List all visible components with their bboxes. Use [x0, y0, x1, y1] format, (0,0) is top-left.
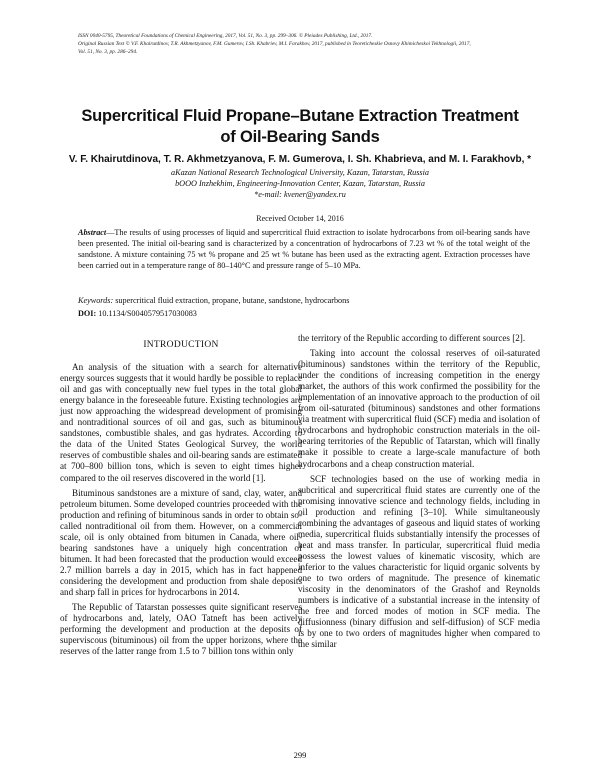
author-list: V. F. Khairutdinova, T. R. Akhmetzyanova, F. M. Gumerova, I. Sh. Khabrieva, and M. I. Farakhovb, *: [68, 154, 532, 165]
affiliation-a: aKazan National Research Technological University, Kazan, Tatarstan, Russia: [171, 168, 429, 177]
section-title: INTRODUCTION: [143, 340, 219, 350]
received-date: Received October 14, 2016: [256, 214, 344, 223]
header-line-3: Vol. 51, No. 3, pp. 286–294.: [78, 49, 138, 55]
keywords-text: supercritical fluid extraction, propane, butane, sandstone, hydrocarbons: [115, 296, 350, 305]
doi-value: 10.1134/S0040579517030083: [98, 309, 197, 318]
left-column: [60, 340, 302, 661]
title-line-2: of Oil-Bearing Sands: [220, 128, 380, 146]
abstract-label: Abstract: [78, 228, 107, 237]
keywords-label: Keywords:: [78, 296, 114, 305]
article-title: [60, 106, 540, 148]
contact-email: *e-mail: kvener@yandex.ru: [254, 190, 346, 199]
paragraph: Taking into account the colossal reserves of oil-saturated (bituminous) sandstones within the territory of the Republic, under the conditions of increasing competition in the energy market, the authors of this work confirmed the possibility for the implementation of an innovative approach to the production of oil from oil-saturated (bituminous) sandstones and other formations via treatment with supercritical fluid (SCF) media and isolation of hydrocarbons and hydrophobic construction materials in the oil-bearing territories of the Republic of Tatarstan, which will finally make it possible to create a large-scale manufacture of both hydrocarbons and a cheap construction material.: [298, 348, 540, 469]
paragraph: An analysis of the situation with a search for alternative energy sources suggests that it would hardly be possible to replace oil and gas with conceptually new fuel types in the total global energy balance in the foreseeable future. Existing technologies are just now approaching the widespread development of promising and nontraditional sources of oil and gas, such as bituminous sandstones, combustible shales, and gas hydrates. According to the data of the United States Geological Survey, the world reserves of combustible shales and oil-bearing sands are estimated at 700–800 billion tons, which is seven to eight times higher compared to the oil reserves discovered in the world [1].: [60, 362, 302, 483]
keywords: [78, 296, 530, 305]
affiliation-b: bOOO Inzhekhim, Engineering-Innovation Center, Kazan, Tatarstan, Russia: [175, 179, 425, 188]
paragraph: the territory of the Republic according to different sources [2].: [298, 333, 526, 343]
abstract-text: —The results of using processes of liquid and supercritical fluid extraction to isolate hydrocarbons from oil-bearing sands have been presented. The initial oil-bearing sand is characterized by a concentration of hydrocarbons of 7.23 wt % of the total weight of the sandstone. A mixture containing 75 wt % propane and 25 wt % butane has been used as the extracting agent. Extraction processes have been carried out in a temperature range of 80–140°C and pressure range of 5–10 MPa.: [78, 228, 530, 270]
title-line-1: Supercritical Fluid Propane–Butane Extraction Treatment: [81, 107, 519, 125]
paragraph: SCF technologies based on the use of working media in subcritical and supercritical fluid states are currently one of the promising innovative science and technology fields, including in oil production and refining [3–10]. While simultaneously combining the advantages of gaseous and liquid states of working media, supercritical fluids substantially intensify the processes of heat and mass transfer. In particular, supercritical fluid media possess the lowest values of kinematic viscosity, which are inferior to the values characteristic for liquid organic solvents by one to two orders of magnitude. The presence of kinematic viscosity in the denominators of the Grashof and Reynolds numbers is indicative of a substantial increase in the intensity of the free and forced modes of motion in SCF media. The diffusionness (binary diffusion and self-diffusion) of SCF media is by one to two orders of magnitudes higher when compared to the similar: [298, 473, 540, 650]
doi: [78, 309, 530, 318]
paragraph: Bituminous sandstones are a mixture of sand, clay, water, and petroleum bitumen. Some developed countries proceeded with the production and refining of bituminous sands in order to obtain so-called nontraditional oil from them. However, on a commercial scale, oil is only obtained from bitumen in Canada, where oil-bearing sandstones have a uniquely high concentration of bitumen. It had been forecasted that the production would exceed 2.7 million barrels a day in 2015, which has in fact happened considering the development and production from shale deposits and sharp fall in prices for hydrocarbons in 2014.: [60, 487, 302, 597]
header-line-1: ISSN 0040-5795, Theoretical Foundations of Chemical Engineering, 2017, Vol. 51, No. 3, pp. 299–306. © Pleiades Publishing, Ltd., 2017.: [78, 33, 373, 39]
journal-header: [78, 32, 548, 56]
doi-label: DOI:: [78, 309, 97, 318]
paragraph: The Republic of Tatarstan possesses quite significant reserves of hydrocarbons and, lately, OAO Tatneft has been actively performing the development and production at the deposits of superviscous (bituminous) oil from the upper horizons, where the reserves of the latter range from 1.5 to 7 billion tons within only: [60, 602, 302, 657]
right-column: [298, 333, 540, 654]
header-line-2: Original Russian Text © V.F. Khairutdinov, T.R. Akhmetzyanov, F.M. Gumerov, I.Sh. Khabriev, M.I. Farakhov, 2017, published in Teoreticheskie Osnovy Khimicheskoi Tekhnologii, 2017,: [78, 41, 471, 47]
page-number: 299: [293, 750, 307, 760]
abstract: [78, 227, 530, 271]
